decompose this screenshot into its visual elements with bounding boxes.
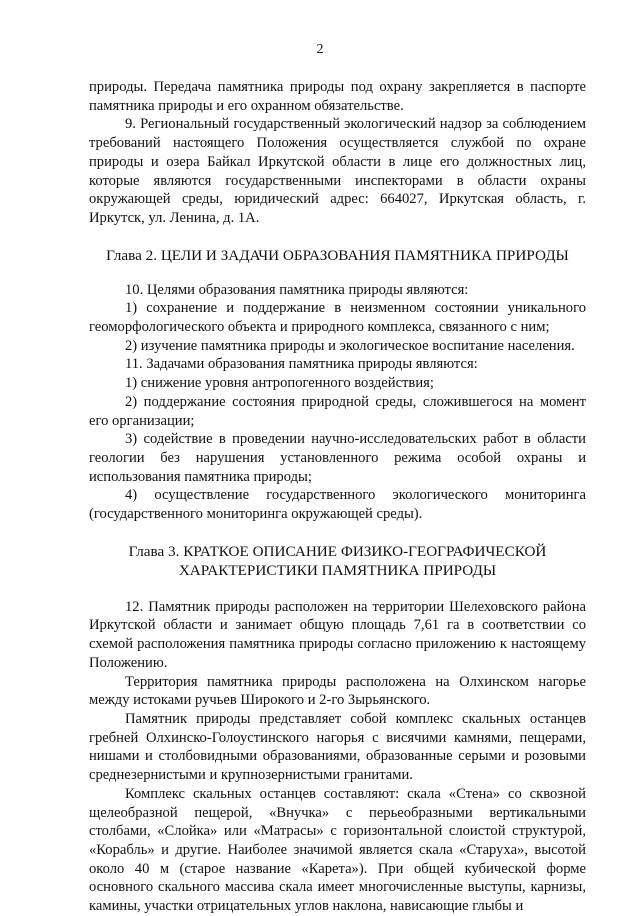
paragraph: 2) изучение памятника природы и экологическое воспитание населения. — [125, 337, 575, 354]
page-number: 2 — [316, 42, 324, 57]
paragraph: 2) поддержание состояния природной среды, сложившегося на момент его организации; — [89, 393, 586, 429]
paragraph: природы. Передача памятника природы под охрану закрепляется в паспорте памятника природы и его охранном обязательстве. — [89, 79, 586, 114]
paragraph: Территория памятника природы расположена на Олхинском нагорье между истоками ручьев Широкого и 2-го Зырьянского. — [89, 673, 586, 709]
chapter-2-heading: Глава 2. ЦЕЛИ И ЗАДАЧИ ОБРАЗОВАНИЯ ПАМЯТНИКА ПРИРОДЫ — [106, 246, 569, 264]
paragraph: 1) снижение уровня антропогенного воздействия; — [125, 375, 434, 392]
chapter-3-heading — [89, 542, 586, 580]
chapter-3-heading-line-1: Глава 3. КРАТКОЕ ОПИСАНИЕ ФИЗИКО-ГЕОГРАФИЧЕСКОЙ — [128, 542, 547, 560]
paragraph: 1) сохранение и поддержание в неизменном состоянии уникального геоморфологического объекта и природного комплекса, связанного с ним; — [89, 300, 586, 336]
paragraph: 11. Задачами образования памятника природы являются: — [125, 356, 478, 373]
document-body — [89, 78, 586, 916]
paragraph: 9. Региональный государственный экологический надзор за соблюдением требований настоящего Положения осуществляется службой по охране природы и озера Байкал Иркутской области в лице его должностных лиц, которые являются государственными инспекторами в области охраны окружающей среды, юридический адрес: 664027, Иркутская область, г. Иркутск, ул. Ленина, д. 1А. — [89, 116, 586, 226]
paragraph: 12. Памятник природы расположен на территории Шелеховского района Иркутской области и занимает общую площадь 7,61 га в соответствии со схемой расположения памятника природы согласно приложению к настоящему Положению. — [89, 598, 586, 671]
paragraph: Памятник природы представляет собой комплекс скальных останцев гребней Олхинско-Голоустинского нагорья с висячими камнями, пещерами, нишами и столбовидными образованиями, образованные серыми и розовыми среднезернистыми и крупнозернистыми гранитами. — [89, 710, 586, 784]
paragraph: 4) осуществление государственного экологического мониторинга (государственного мониторинга окружающей среды). — [89, 487, 586, 523]
paragraph: 3) содействие в проведении научно-исследовательских работ в области геологии без нарушения установленного режима особой охраны и использования памятника природы; — [89, 431, 586, 485]
chapter-3-heading-line-2: ХАРАКТЕРИСТИКИ ПАМЯТНИКА ПРИРОДЫ — [178, 561, 497, 579]
paragraph: 10. Целями образования памятника природы являются: — [125, 281, 469, 298]
paragraph: Комплекс скальных останцев составляют: скала «Стена» со сквозной щелеобразной пещерой, «Внучка» с перьеобразными вертикальными столбами, «Слойка» или «Матрасы» с горизонтальной слоистой структурой, «Корабль» и другие. Наиболее значимой является скала «Старуха», высотой около 40 м (старое название «Карета»). При общей кубической форме основного скального массива скала имеет многочисленные выступы, карнизы, камины, участки отрицательных углов наклона, нависающие глыбы и — [89, 785, 586, 915]
